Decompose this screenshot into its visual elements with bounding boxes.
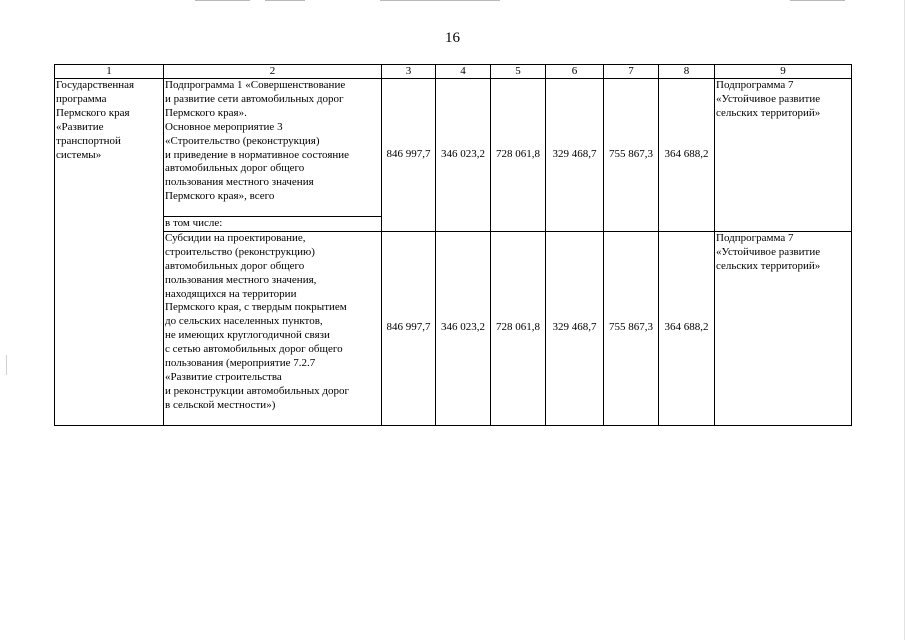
cell-line: Подпрограмма 7	[716, 79, 794, 91]
cell-line: Пермского края, с твердым покрытием	[165, 301, 347, 314]
subprogram-cell	[715, 231, 852, 425]
value-cell: 364 688,2	[659, 231, 715, 425]
table-row	[55, 231, 852, 425]
cell-line: Подпрограмма 7	[716, 231, 794, 244]
cell-line: с сетью автомобильных дорог общего	[165, 343, 343, 356]
column-number: 9	[715, 65, 852, 79]
value-cell: 755 867,3	[604, 231, 659, 425]
page-number: 16	[445, 30, 460, 46]
cell-line: пользования (мероприятие 7.2.7	[165, 357, 316, 370]
scan-artifact	[195, 0, 250, 1]
cell-line: системы»	[56, 148, 102, 161]
cell-line: находящихся на территории	[165, 287, 297, 300]
value-cell: 728 061,8	[491, 79, 546, 232]
cell-line: автомобильных дорог общего	[165, 162, 305, 175]
cell-line: строительство (реконструкцию)	[165, 245, 315, 258]
cell-line: сельских территорий»	[716, 259, 821, 272]
cell-line: «Устойчивое развитие	[716, 92, 821, 105]
column-number: 1	[55, 65, 164, 79]
cell-line: Пермского края».	[165, 106, 247, 119]
column-number: 3	[382, 65, 436, 79]
value-cell: 755 867,3	[604, 79, 659, 232]
cell-line: транспортной	[56, 134, 121, 147]
cell-line: в сельской местности»)	[165, 398, 276, 411]
value-cell: 329 468,7	[546, 79, 604, 232]
column-number: 5	[491, 65, 546, 79]
cell-line: не имеющих круглогодичной связи	[165, 329, 330, 342]
cell-line: «Развитие	[56, 120, 104, 133]
cell-line: Подпрограмма 1 «Совершенствование	[165, 79, 346, 91]
cell-line: Основное мероприятие 3	[165, 120, 283, 133]
scan-artifact	[265, 0, 305, 1]
cell-line: Пермского края	[56, 106, 130, 119]
column-number: 8	[659, 65, 715, 79]
value-cell: 346 023,2	[436, 79, 491, 232]
column-number-row	[55, 65, 852, 79]
program-name-cell	[55, 79, 164, 426]
scan-artifact	[790, 0, 845, 1]
value-cell: 846 997,7	[382, 79, 436, 232]
cell-line: «Строительство (реконструкция)	[165, 134, 320, 147]
column-number: 7	[604, 65, 659, 79]
including-label-cell	[164, 217, 382, 232]
cell-line: Государственная	[56, 79, 135, 91]
value-cell: 364 688,2	[659, 79, 715, 232]
column-number: 2	[164, 65, 382, 79]
subprogram-cell	[715, 79, 852, 232]
program-table	[54, 64, 852, 426]
scan-artifact	[6, 355, 7, 375]
cell-line: до сельских населенных пунктов,	[165, 315, 323, 328]
value-cell: 728 061,8	[491, 231, 546, 425]
cell-line: в том числе:	[165, 217, 223, 229]
value-cell: 346 023,2	[436, 231, 491, 425]
value-cell: 846 997,7	[382, 231, 436, 425]
cell-line: пользования местного значения,	[165, 273, 317, 286]
cell-line: программа	[56, 92, 107, 105]
cell-line: Субсидии на проектирование,	[165, 231, 306, 244]
table-row	[55, 79, 852, 217]
cell-line: пользования местного значения	[165, 176, 314, 189]
activity-description-cell	[164, 79, 382, 217]
cell-line: «Развитие строительства	[165, 370, 282, 383]
column-number: 4	[436, 65, 491, 79]
column-number: 6	[546, 65, 604, 79]
cell-line: Пермского края», всего	[165, 190, 275, 203]
cell-line: сельских территорий»	[716, 106, 821, 119]
value-cell: 329 468,7	[546, 231, 604, 425]
cell-line: и реконструкции автомобильных дорог	[165, 384, 349, 397]
scan-artifact	[380, 0, 500, 1]
cell-line: автомобильных дорог общего	[165, 259, 305, 272]
cell-line: «Устойчивое развитие	[716, 245, 821, 258]
cell-line: и приведение в нормативное состояние	[165, 148, 350, 161]
cell-line: и развитие сети автомобильных дорог	[165, 92, 344, 105]
activity-description-cell	[164, 231, 382, 425]
